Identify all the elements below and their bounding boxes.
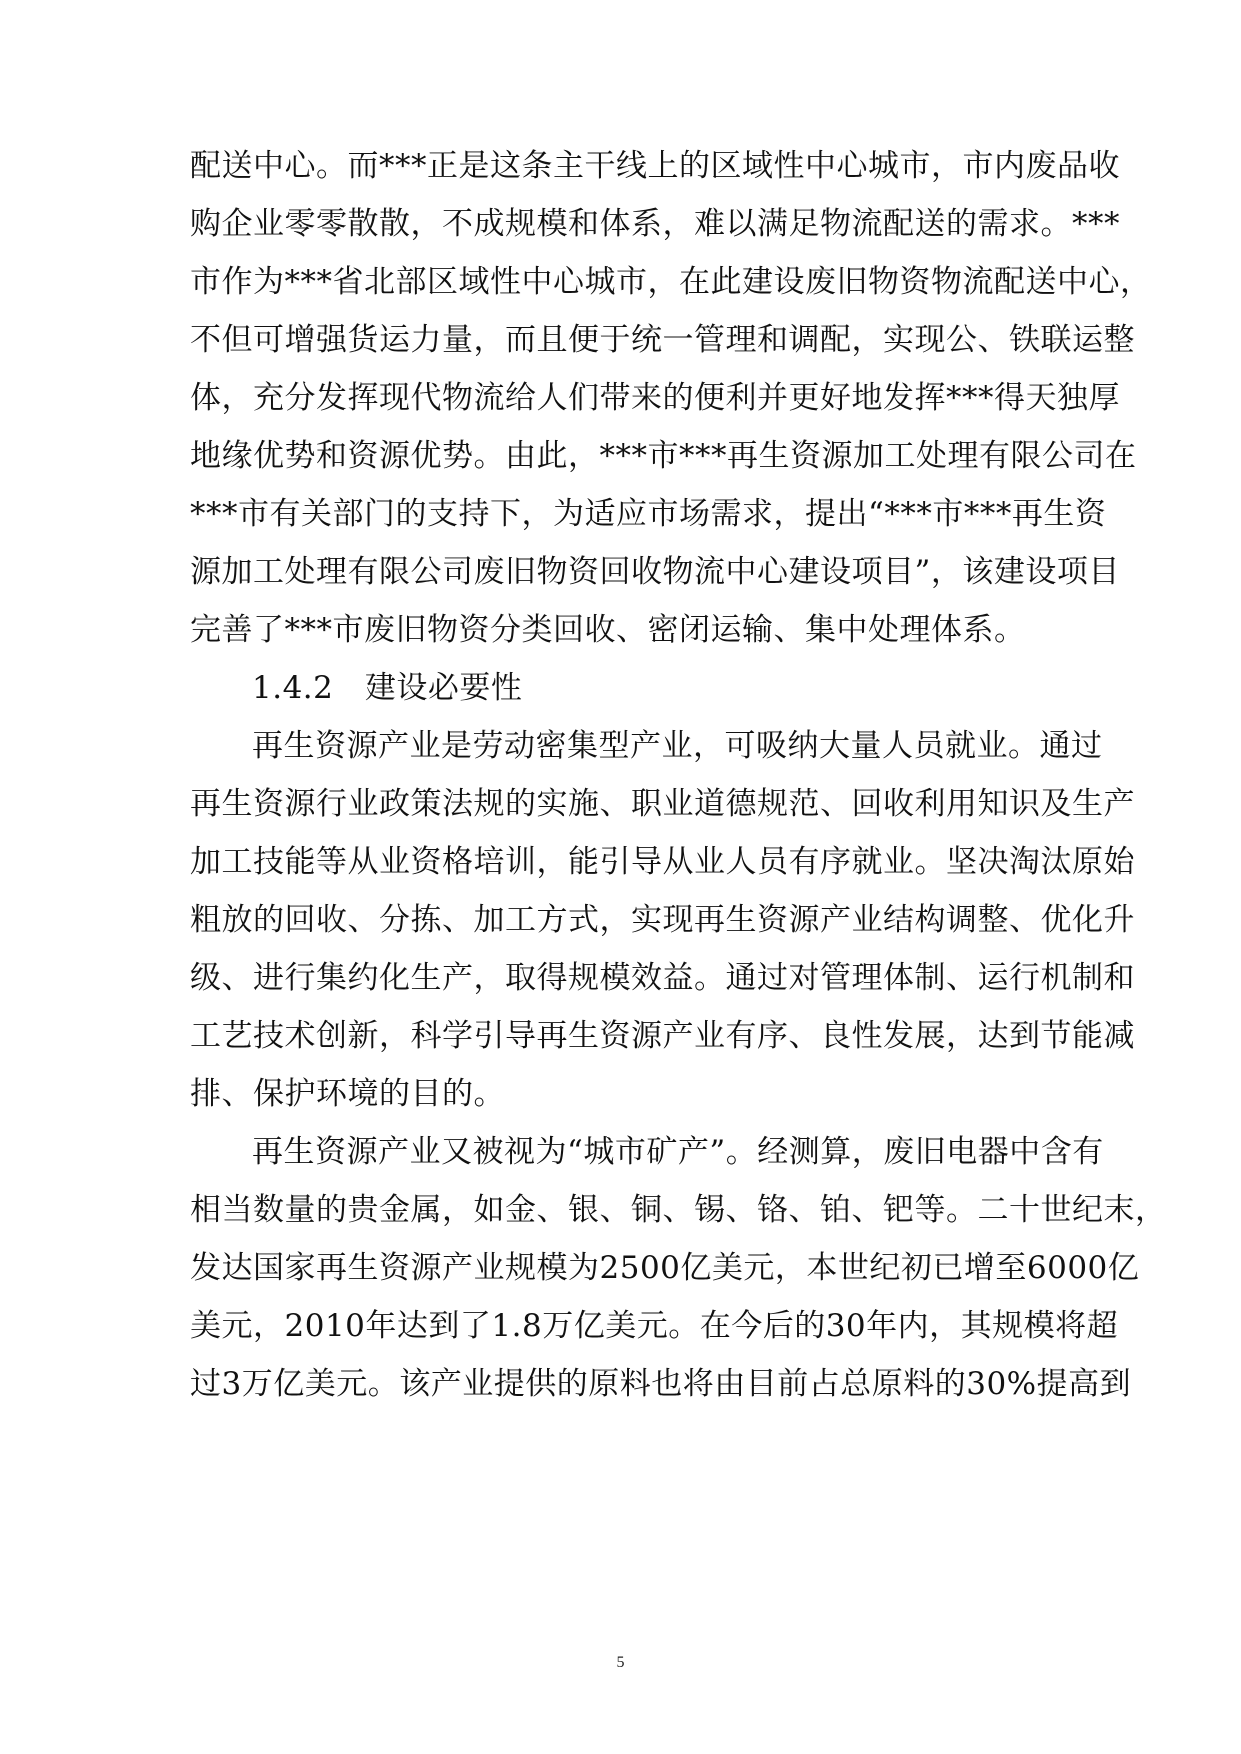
text-line: 体，充分发挥现代物流给人们带来的便利并更好地发挥***得天独厚 xyxy=(190,380,1120,416)
text-line: 级、进行集约化生产，取得规模效益。通过对管理体制、运行机制和 xyxy=(190,960,1135,996)
text-line: 购企业零零散散，不成规模和体系，难以满足物流配送的需求。*** xyxy=(190,206,1120,242)
page-number: 5 xyxy=(616,1654,625,1671)
text-line: ***市有关部门的支持下，为适应市场需求，提出“***市***再生资 xyxy=(190,496,1107,532)
text-line: 再生资源产业又被视为“城市矿产”。经测算，废旧电器中含有 xyxy=(252,1134,1104,1170)
text-line: 过3万亿美元。该产业提供的原料也将由目前占总原料的30%提高到 xyxy=(190,1366,1132,1402)
text-line: 市作为***省北部区域性中心城市，在此建设废旧物资物流配送中心， xyxy=(190,264,1152,300)
text-line: 工艺技术创新，科学引导再生资源产业有序、良性发展，达到节能减 xyxy=(190,1018,1135,1054)
text-line: 发达国家再生资源产业规模为2500亿美元，本世纪初已增至6000亿 xyxy=(190,1250,1140,1286)
text-line: 相当数量的贵金属，如金、银、铜、锡、铬、铂、钯等。二十世纪末， xyxy=(190,1192,1167,1228)
text-line: 粗放的回收、分拣、加工方式，实现再生资源产业结构调整、优化升 xyxy=(190,902,1135,938)
text-line: 排、保护环境的目的。 xyxy=(190,1076,505,1112)
text-line: 再生资源产业是劳动密集型产业，可吸纳大量人员就业。通过 xyxy=(252,728,1103,764)
text-line: 配送中心。而***正是这条主干线上的区域性中心城市，市内废品收 xyxy=(190,148,1120,184)
text-line: 再生资源行业政策法规的实施、职业道德规范、回收利用知识及生产 xyxy=(190,786,1135,822)
text-line: 美元，2010年达到了1.8万亿美元。在今后的30年内，其规模将超 xyxy=(190,1308,1119,1344)
text-line: 地缘优势和资源优势。由此，***市***再生资源加工处理有限公司在 xyxy=(190,438,1137,474)
text-line: 源加工处理有限公司废旧物资回收物流中心建设项目”，该建设项目 xyxy=(190,554,1120,590)
text-line: 不但可增强货运力量，而且便于统一管理和调配，实现公、铁联运整 xyxy=(190,322,1135,358)
section-heading: 1.4.2 建设必要性 xyxy=(252,670,523,706)
text-line: 加工技能等从业资格培训，能引导从业人员有序就业。坚决淘汰原始 xyxy=(190,844,1135,880)
text-line: 完善了***市废旧物资分类回收、密闭运输、集中处理体系。 xyxy=(190,612,1026,648)
